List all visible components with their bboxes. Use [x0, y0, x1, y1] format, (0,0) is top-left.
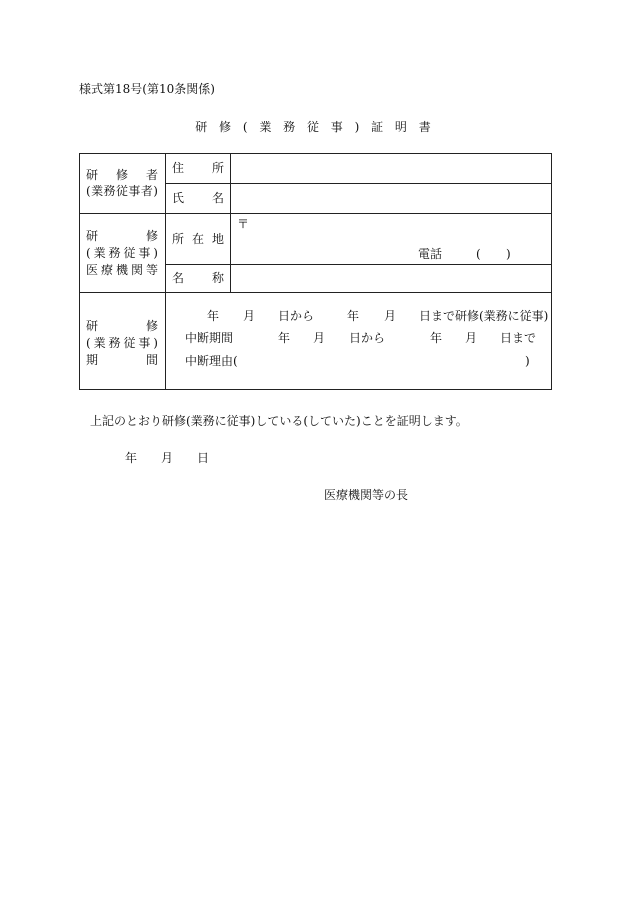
- period-from-day: 日から: [278, 309, 315, 323]
- institution-name-label: 名称: [172, 271, 224, 285]
- interruption-from-day: 日から: [349, 331, 386, 345]
- date-day: 日: [197, 451, 210, 465]
- trainee-label: 研修者: [86, 168, 158, 182]
- address-label: 住所: [172, 161, 224, 175]
- interruption-reason-close: ): [525, 354, 530, 368]
- interruption-from-month: 月: [313, 331, 326, 345]
- phone-paren-open: (: [476, 247, 481, 261]
- period-term-label: 期間: [86, 353, 158, 367]
- trainee-institution-divider: [79, 213, 552, 214]
- period-sub-label: (業務従事): [86, 336, 158, 350]
- address-name-divider: [165, 183, 552, 184]
- interruption-to-month: 月: [465, 331, 478, 345]
- period-from-year: 年: [207, 309, 220, 323]
- document-title: 研 修 ( 業 務 従 事 ) 証 明 書: [195, 120, 435, 134]
- location-name-divider: [165, 264, 552, 265]
- certification-statement: 上記のとおり研修(業務に従事)している(していた)ことを証明します。: [90, 414, 468, 428]
- location-label: 所在地: [172, 232, 224, 246]
- certificate-table: [79, 153, 552, 390]
- medical-institution-label: 医療機関等: [86, 263, 158, 277]
- period-to-day: 日まで研修(業務に従事): [419, 309, 549, 323]
- name-label: 氏名: [172, 191, 224, 205]
- institution-sub-label: (業務従事): [86, 246, 158, 260]
- institution-label: 研修: [86, 229, 158, 243]
- period-to-year: 年: [347, 309, 360, 323]
- trainee-sub-label: (業務従事者): [86, 184, 158, 198]
- form-number: 様式第18号(第10条関係): [79, 82, 215, 96]
- period-from-month: 月: [243, 309, 256, 323]
- label-column-divider: [165, 153, 166, 390]
- interruption-to-year: 年: [430, 331, 443, 345]
- interruption-from-year: 年: [278, 331, 291, 345]
- interruption-reason-label: 中断理由(: [185, 354, 238, 368]
- interruption-to-day: 日まで: [500, 331, 537, 345]
- period-to-month: 月: [384, 309, 397, 323]
- phone-label: 電話: [418, 247, 443, 261]
- field-label-divider: [230, 153, 231, 292]
- signer-title: 医療機関等の長: [324, 488, 409, 502]
- institution-period-divider: [79, 292, 552, 293]
- period-label: 研修: [86, 319, 158, 333]
- date-month: 月: [161, 451, 174, 465]
- postal-mark: 〒: [237, 217, 250, 231]
- interruption-period-label: 中断期間: [185, 331, 234, 345]
- date-year: 年: [125, 451, 138, 465]
- phone-paren-close: ): [506, 247, 511, 261]
